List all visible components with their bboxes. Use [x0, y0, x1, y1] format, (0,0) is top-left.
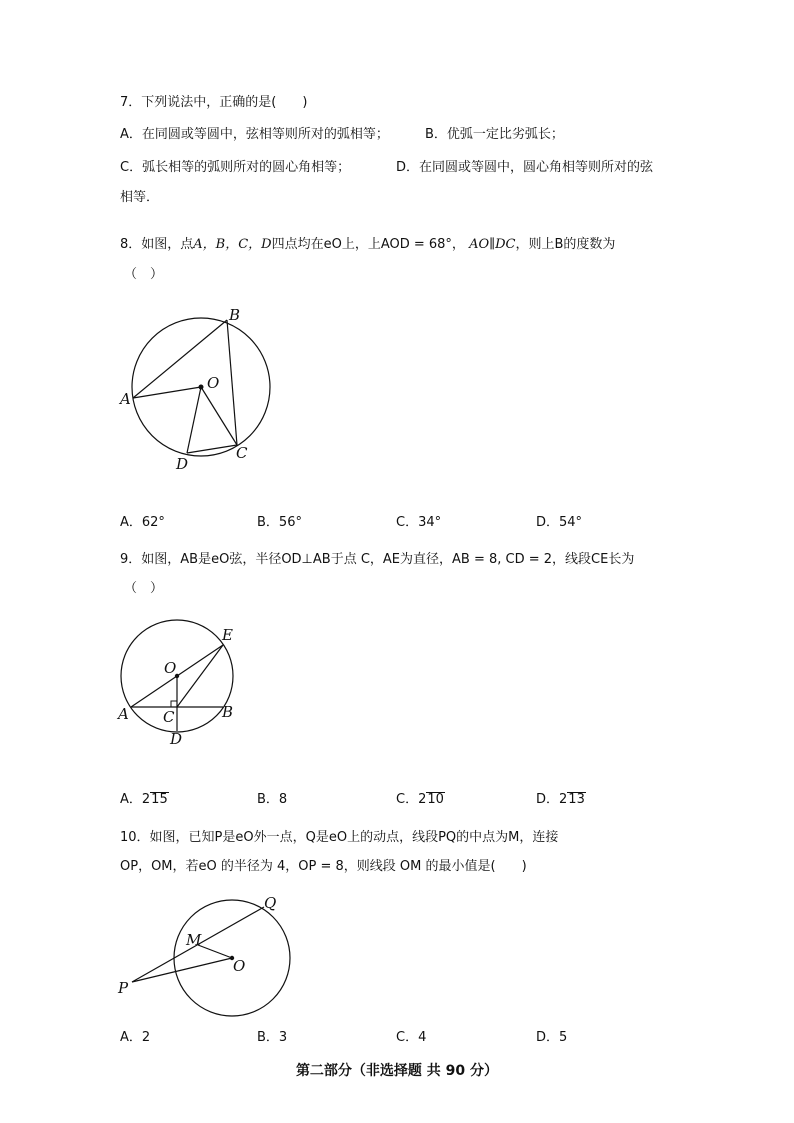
q8-option-c: C．34° — [396, 515, 442, 530]
q10-segment-mo — [198, 945, 232, 958]
q10-segment-po — [132, 958, 232, 982]
q8-stem — [120, 236, 615, 254]
q9-option-c-prefix: C．2 — [396, 792, 427, 807]
q10-label-p: P — [118, 979, 129, 997]
q8-stem-pre: 8．如图，点 — [120, 237, 194, 252]
q9-option-c — [396, 791, 445, 809]
q8-parallel: AO∥DC — [469, 237, 516, 252]
q7-stem: 7．下列说法中，正确的是( ) — [120, 95, 308, 110]
q8-label-c: C — [236, 444, 248, 462]
q8-segment-oc — [201, 387, 237, 445]
q10-option-d: D．5 — [536, 1030, 568, 1045]
q8-segment-bc — [227, 320, 237, 445]
q8-segment-dc — [187, 445, 237, 453]
q9-option-b: B．8 — [257, 792, 288, 807]
q8-paren: （ ） — [124, 267, 164, 282]
q10-option-c: C．4 — [396, 1030, 427, 1045]
q9-option-a-prefix: A．2 — [120, 792, 151, 807]
section-footer: 第二部分（非选择题 共 90 分） — [295, 1063, 499, 1079]
q9-figure — [110, 620, 260, 750]
q9-option-d — [536, 791, 586, 809]
q9-option-c-radicand: 10 — [427, 792, 444, 807]
q7-option-b: B．优弧一定比劣弧长； — [425, 127, 564, 142]
q8-segment-ao — [133, 387, 201, 398]
q8-label-b: B — [229, 306, 241, 324]
q9-segment-ce — [177, 645, 223, 707]
q9-option-a-radicand: 15 — [151, 792, 168, 807]
q9-right-angle-mark — [171, 701, 177, 707]
q8-stem-post: ，则上B的度数为 — [515, 237, 616, 252]
q8-segment-od — [187, 387, 201, 453]
q9-label-o: O — [164, 659, 177, 677]
q9-stem: 9．如图，AB是eO弦，半径OD⊥AB于点 C，AE为直径，AB = 8, CD = 2，线段CE长为 — [120, 552, 635, 567]
q8-label-o: O — [207, 374, 220, 392]
q9-label-d: D — [170, 730, 183, 748]
q10-label-o: O — [233, 957, 246, 975]
q7-option-d-cont: 相等． — [120, 190, 160, 205]
q10-stem-line2: OP，OM，若eO 的半径为 4，OP = 8，则线段 OM 的最小值是( ) — [120, 859, 527, 874]
q8-option-d: D．54° — [536, 515, 583, 530]
q8-center-dot — [199, 385, 204, 390]
q9-option-a — [120, 791, 169, 809]
q8-label-d: D — [176, 455, 189, 473]
q8-option-b: B．56° — [257, 515, 302, 530]
q10-label-m: M — [186, 931, 202, 949]
q8-points: A，B，C，D — [193, 237, 272, 252]
q7-option-d: D．在同圆或等圆中，圆心角相等则所对的弦 — [396, 160, 654, 175]
q8-option-a: A．62° — [120, 515, 165, 530]
q7-option-a: A．在同圆或等圆中，弦相等则所对的弧相等； — [120, 127, 389, 142]
q10-stem-line1: 10．如图，已知P是eO外一点，Q是eO上的动点，线段PQ的中点为M，连接 — [120, 830, 559, 845]
q8-figure — [110, 300, 290, 480]
q10-option-a: A．2 — [120, 1030, 151, 1045]
q10-label-q: Q — [264, 894, 277, 912]
q9-label-a: A — [118, 705, 129, 723]
q9-option-d-prefix: D．2 — [536, 792, 568, 807]
q9-option-d-radicand: 13 — [568, 792, 585, 807]
q9-label-c: C — [163, 708, 175, 726]
q9-paren: （ ） — [124, 581, 164, 596]
q9-label-e: E — [222, 626, 233, 644]
q8-stem-mid: 四点均在eO上，上AOD = 68°， — [271, 237, 465, 252]
q10-option-b: B．3 — [257, 1030, 288, 1045]
q7-option-c: C．弧长相等的弧则所对的圆心角相等； — [120, 160, 351, 175]
q10-figure — [110, 890, 310, 1020]
q8-label-a: A — [120, 390, 131, 408]
q9-label-b: B — [222, 703, 234, 721]
